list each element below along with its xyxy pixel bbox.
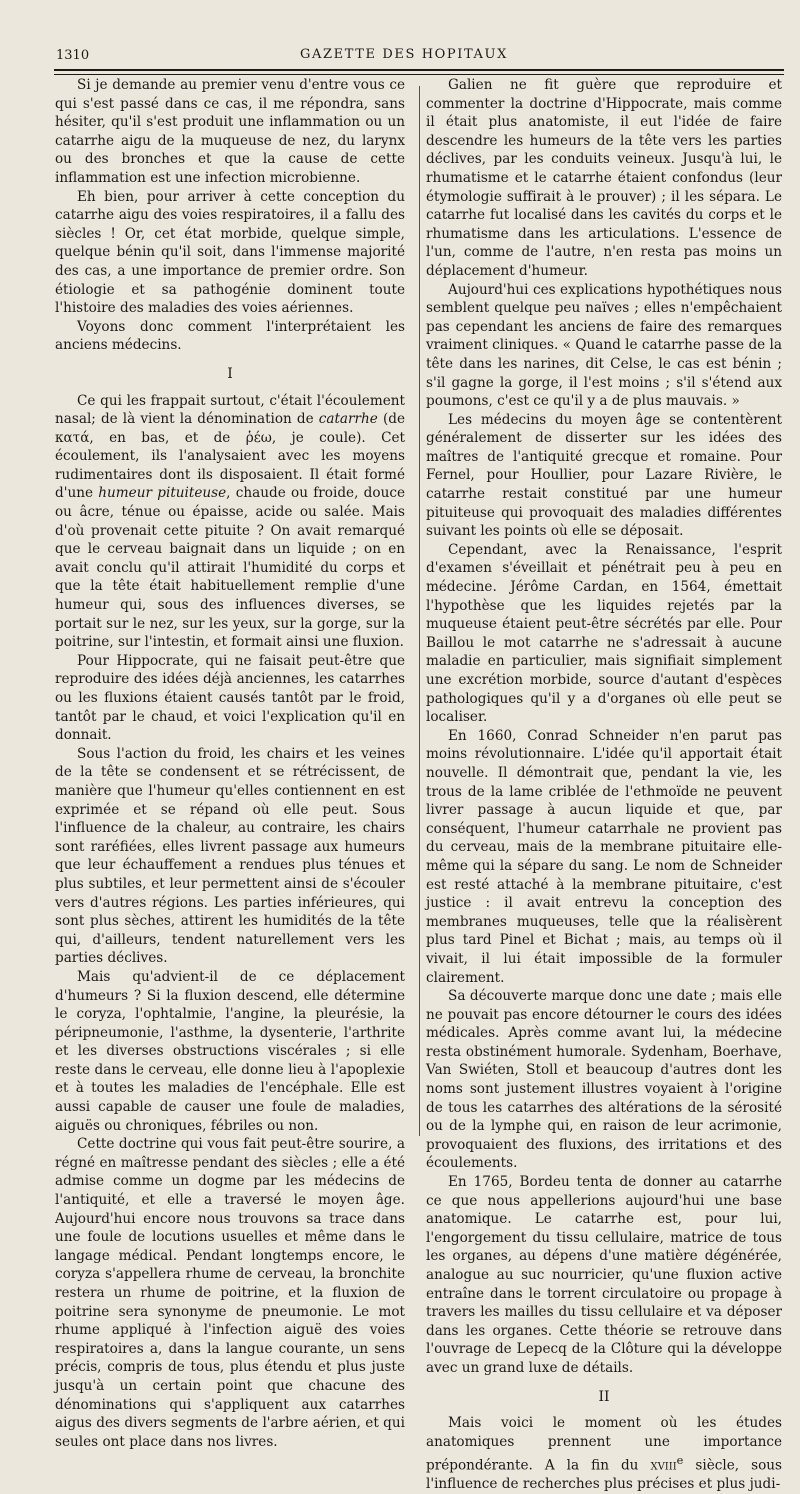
term-catarrhe: catarrhe — [318, 411, 378, 428]
paragraph: Voyons donc comment l'interprétaient les anciens médecins. — [55, 318, 405, 354]
paragraph: En 1660, Conrad Schneider n'en parut pas moins révolutionnaire. L'idée qu'il apportait était nouvelle. Il démontrait que, pendant la vie, les trous de la lame criblée de l'ethmoïde ne peuvent livrer passage à aucun liquide et que, par conséquent, l'humeur catarrhale ne provient pas du cerveau, mais de la membrane pituitaire elle-même qui la sépare du sang. Le nom de Schneider est resté attaché à la membrane pituitaire, c'est justice : il avait entrevu la conception des membranes muqueuses, telle que la réalisèrent plus tard Pinel et Bichat ; mais, au temps où il vivait, il lui était impossible de la formuler clairement. — [426, 727, 782, 986]
century-superscript: e — [676, 1453, 684, 1468]
paragraph: Les médecins du moyen âge se contentèrent généralement de disserter sur les idées des maîtres de l'antiquité grecque et romaine. Pour Fernel, pour Houllier, pour Lazare Rivière, le catarrhe restait constitué par une humeur pituiteuse qui provoquait des maladies différentes suivant les points où elle se déposait. — [426, 411, 782, 540]
paragraph: Mais qu'advient-il de ce déplacement d'humeurs ? Si la fluxion descend, elle détermine le coryza, l'ophtalmie, l'angine, la pleurésie, la péripneumonie, l'asthme, la dysenterie, l'arthrite et les diverses obstructions viscérales ; si elle reste dans le cerveau, elle donne lieu à l'apoplexie et à toutes les maladies de l'encéphale. Elle est aussi capable de causer une foule de maladies, aiguës ou chroniques, fébriles ou non. — [55, 968, 405, 1134]
left-column — [55, 76, 405, 1451]
journal-title: GAZETTE DES HOPITAUX — [300, 47, 508, 62]
right-column — [426, 76, 782, 1494]
paragraph: Eh bien, pour arriver à cette conception du catarrhe aigu des voies respiratoires, il a fallu des siècles ! Or, cet état morbide, quelque simple, quelque bénin qu'il soit, dans l'immense majorité des cas, a une importance de premier ordre. Son étiologie et sa pathogénie dominent toute l'histoire des maladies des voies aériennes. — [55, 188, 405, 317]
paragraph: Cependant, avec la Renaissance, l'esprit d'examen s'éveillait et pénétrait peu à peu en médecine. Jérôme Cardan, en 1564, émettait l'hypothèse que les liquides rejetés par la muqueuse étaient peut-être sécrétés par elle. Pour Baillou le mot catarrhe ne s'adressait à aucune maladie en particulier, mais signifiait simplement une excrétion morbide, source d'autant d'espèces pathologiques qu'il y a d'organes où elle peut se localiser. — [426, 541, 782, 726]
section-heading-1: I — [227, 365, 233, 382]
text-run: siècle, sous l'influence de recherches plus précises et plus judi- — [426, 1457, 782, 1493]
text-run: , chaude ou froide, douce ou âcre, ténue ou épaisse, acide ou salée. Mais d'où provenait cette pituite ? On avait remarqué que le cerveau baignait dans un liquide ; on en avait conclu qu'il attirait l'humidité du corps et que la tête était habituellement remplie d'une humeur qui, sous des influences diverses, se portait sur le nez, sur les yeux, sur la gorge, sur la poitrine, sur l'intestin, et formait ainsi une fluxion. — [55, 485, 405, 651]
paragraph: Sous l'action du froid, les chairs et les veines de la tête se condensent et se rétrécissent, de manière que l'humeur qu'elles contiennent en est exprimée et se répand où elle peut. Sous l'influence de la chaleur, au contraire, les chairs sont raréfiées, elles livrent passage aux humeurs que leur échauffement a rendues plus ténues et plus subtiles, et leur permettent ainsi de s'écouler vers d'autres régions. Les parties inférieures, qui sont plus sèches, attirent les humidités de la tête qui, d'ailleurs, tendent naturellement vers les parties déclives. — [55, 745, 405, 967]
paragraph: Galien ne fit guère que reproduire et commenter la doctrine d'Hippocrate, mais comme il était plus anatomiste, il eut l'idée de faire descendre les humeurs de la tête vers les parties déclives, par les conduits veineux. Jusqu'à lui, le rhumatisme et le catarrhe étaient confondus (leur étymologie suffirait à le prouver) ; il les sépara. Le catarrhe fut localisé dans les cavités du corps et le rhumatisme dans les articulations. L'essence de l'un, comme de l'autre, n'en resta pas moins un déplacement d'humeur. — [426, 77, 782, 279]
column-divider — [419, 86, 420, 1136]
header-rule-thin — [54, 74, 784, 75]
paragraph — [55, 392, 405, 652]
paragraph — [426, 1414, 782, 1494]
header-rule-thick — [54, 69, 784, 71]
section-heading-2: II — [598, 1388, 610, 1405]
term-humeur-pituiteuse: humeur pituiteuse — [98, 485, 227, 502]
paragraph: Cette doctrine qui vous fait peut-être sourire, a régné en maîtresse pendant des siècles ; elle a été admise comme un dogme par les médecins de l'antiquité, et elle a traversé le moyen âge. Aujourd'hui encore nous trouvons sa trace dans une foule de locutions usuelles et même dans le langage médical. Pendant longtemps encore, le coryza s'appellera rhume de cerveau, la bronchite restera un rhume de poitrine, et la fluxion de poitrine sera synonyme de pneumonie. Le mot rhume appliqué à l'infection aiguë des voies respiratoires a, dans la langue courante, un sens précis, compris de tous, plus étendu et plus juste jusqu'à un certain point que chacune des dénominations qui s'appliquent aux catarrhes aigus des divers segments de l'arbre aérien, et qui seules ont place dans nos livres. — [55, 1136, 405, 1450]
text-run: Mais voici le moment où les études anatomiques prennent une importance prépondérante. A la fin du — [426, 1415, 782, 1474]
paragraph: Pour Hippocrate, qui ne faisait peut-être que reproduire des idées déjà anciennes, les catarrhes ou les fluxions étaient causés tantôt par le froid, tantôt par le chaud, et voici l'explication qu'il en donnait. — [55, 652, 405, 744]
page-number: 1310 — [56, 48, 90, 63]
text-run: Ce qui les frappait surtout, c'était l'écoulement nasal; de là vient la dénomination de — [55, 392, 405, 428]
page-header — [54, 44, 754, 66]
century-numeral: xviii — [650, 1457, 677, 1474]
paragraph: Sa découverte marque donc une date ; mais elle ne pouvait pas encore détourner le cours des idées médicales. Après comme avant lui, la médecine resta obstinément humorale. Sydenham, Boerhave, Van Swiéten, Stoll et beaucoup d'autres dont les noms sont justement illustres voyaient à l'origine de tous les catarrhes des altérations de la sérosité ou de la lymphe qui, en raison de leur acrimonie, provoquaient des fluxions, des irritations et des écoulements. — [426, 988, 782, 1172]
paragraph: Aujourd'hui ces explications hypothétiques nous semblent quelque peu naïves ; elles n'empêchaient pas cependant les anciens de faire des remarques vraiment cliniques. « Quand le catarrhe passe de la tête dans les narines, dit Celse, le cas est bénin ; s'il gagne la gorge, il l'est moins ; s'il s'étend aux poumons, c'est ce qu'il y a de plus mauvais. » — [426, 281, 782, 410]
paragraph: En 1765, Bordeu tenta de donner au catarrhe ce que nous appellerions aujourd'hui une base anatomique. Le catarrhe est, pour lui, l'engorgement du tissu cellulaire, matrice de tous les organes, au dépens d'une matière dégénérée, analogue au suc nourricier, qu'une fluxion active entraîne dans le torrent circulatoire ou propage à travers les mailles du tissu cellulaire et va déposer dans les organes. Cette théorie se retrouve dans l'ouvrage de Lepecq de la Clôture qui la développe avec un grand luxe de détails. — [426, 1174, 782, 1376]
paragraph: Si je demande au premier venu d'entre vous ce qui s'est passé dans ce cas, il me répondra, sans hésiter, qu'il s'est produit une inflammation ou un catarrhe aigu de la muqueuse de nez, du larynx ou des bronches et que la cause de cette inflammation est une infection microbienne. — [55, 77, 405, 186]
text-run: (de κατά, en bas, et de ῥέω, je coule). Cet écoulement, ils l'analysaient avec les moyens rudimentaires dont ils disposaient. Il était formé d'une — [55, 411, 405, 502]
